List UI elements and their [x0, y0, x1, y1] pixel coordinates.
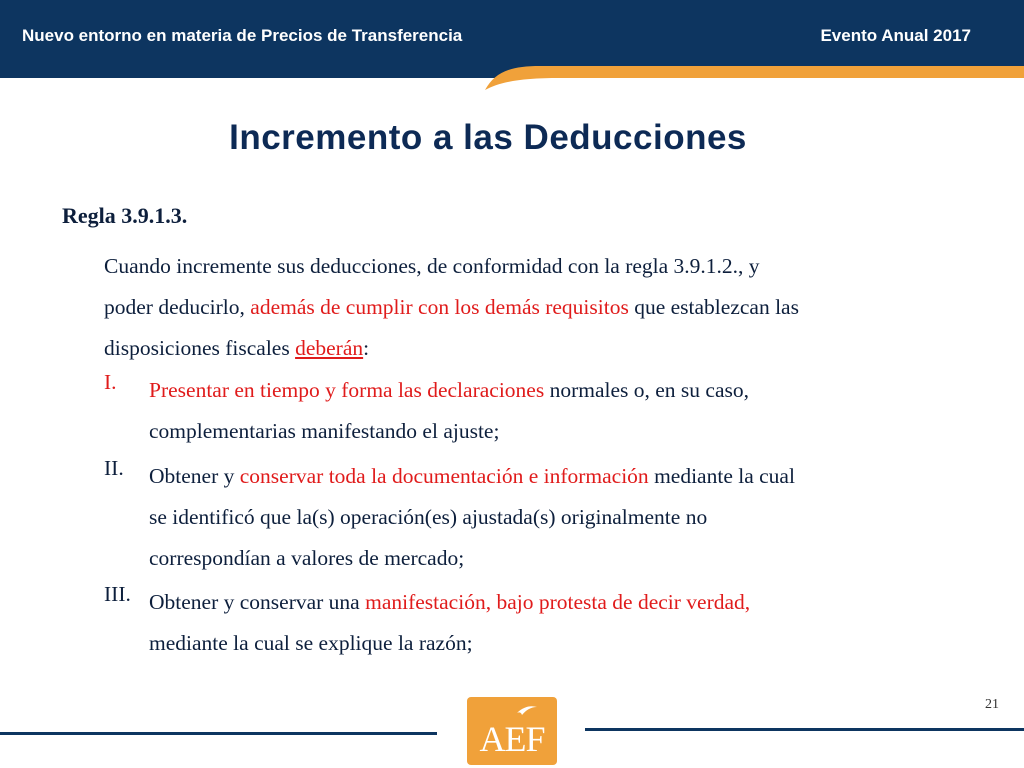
list-item-line [149, 370, 749, 411]
intro-text: Cuando incremente sus deducciones, de conformidad con la regla 3.9.1.2., y [104, 254, 760, 278]
intro-text: poder deducirlo, [104, 295, 251, 319]
list-item-text [149, 582, 750, 664]
list-item-text [149, 456, 795, 579]
list-item-line [149, 623, 750, 664]
intro-line-3 [104, 328, 954, 369]
page-number: 21 [985, 697, 999, 712]
footer-divider-left [0, 732, 437, 735]
list-marker: I. [104, 370, 117, 394]
aef-logo [467, 697, 557, 765]
logo-text: AEF [479, 719, 545, 759]
intro-text: disposiciones fiscales [104, 336, 296, 360]
rule-heading: Regla 3.9.1.3. [62, 203, 188, 228]
list-marker: II. [104, 456, 124, 480]
list-item-line [149, 456, 795, 497]
list-item-line [149, 538, 795, 579]
footer-divider-right [585, 728, 1024, 731]
intro-text: : [363, 336, 370, 360]
highlight-text: manifestación, bajo protesta de decir verdad, [365, 590, 751, 614]
list-text: correspondían a valores de mercado; [149, 546, 465, 570]
list-text: complementarias manifestando el ajuste; [149, 419, 500, 443]
list-item-text [149, 370, 749, 452]
header-title: Nuevo entorno en materia de Precios de Transferencia [22, 26, 463, 45]
list-item-line [149, 411, 749, 452]
highlight-text: Presentar en tiempo y forma las declaraciones [149, 378, 545, 402]
list-text: Obtener y conservar una [149, 590, 366, 614]
list-text: se identificó que la(s) operación(es) ajustada(s) originalmente no [149, 505, 708, 529]
intro-line-2 [104, 287, 954, 328]
highlight-text: además de cumplir con los demás requisitos [250, 295, 629, 319]
list-text: mediante la cual [648, 464, 795, 488]
list-item-line [149, 582, 750, 623]
list-marker: III. [104, 582, 131, 606]
intro-line-1 [104, 246, 954, 287]
event-label: Evento Anual 2017 [820, 26, 971, 45]
list-text: Obtener y [149, 464, 240, 488]
highlight-text: conservar toda la documentación e información [239, 464, 649, 488]
intro-text: que establezcan las [628, 295, 799, 319]
slide-title: Incremento a las Deducciones [229, 118, 747, 157]
list-text: normales o, en su caso, [544, 378, 749, 402]
highlight-underlined-text: deberán [295, 336, 364, 360]
list-text: mediante la cual se explique la razón; [149, 631, 473, 655]
intro-paragraph [104, 246, 954, 369]
list-item-line [149, 497, 795, 538]
